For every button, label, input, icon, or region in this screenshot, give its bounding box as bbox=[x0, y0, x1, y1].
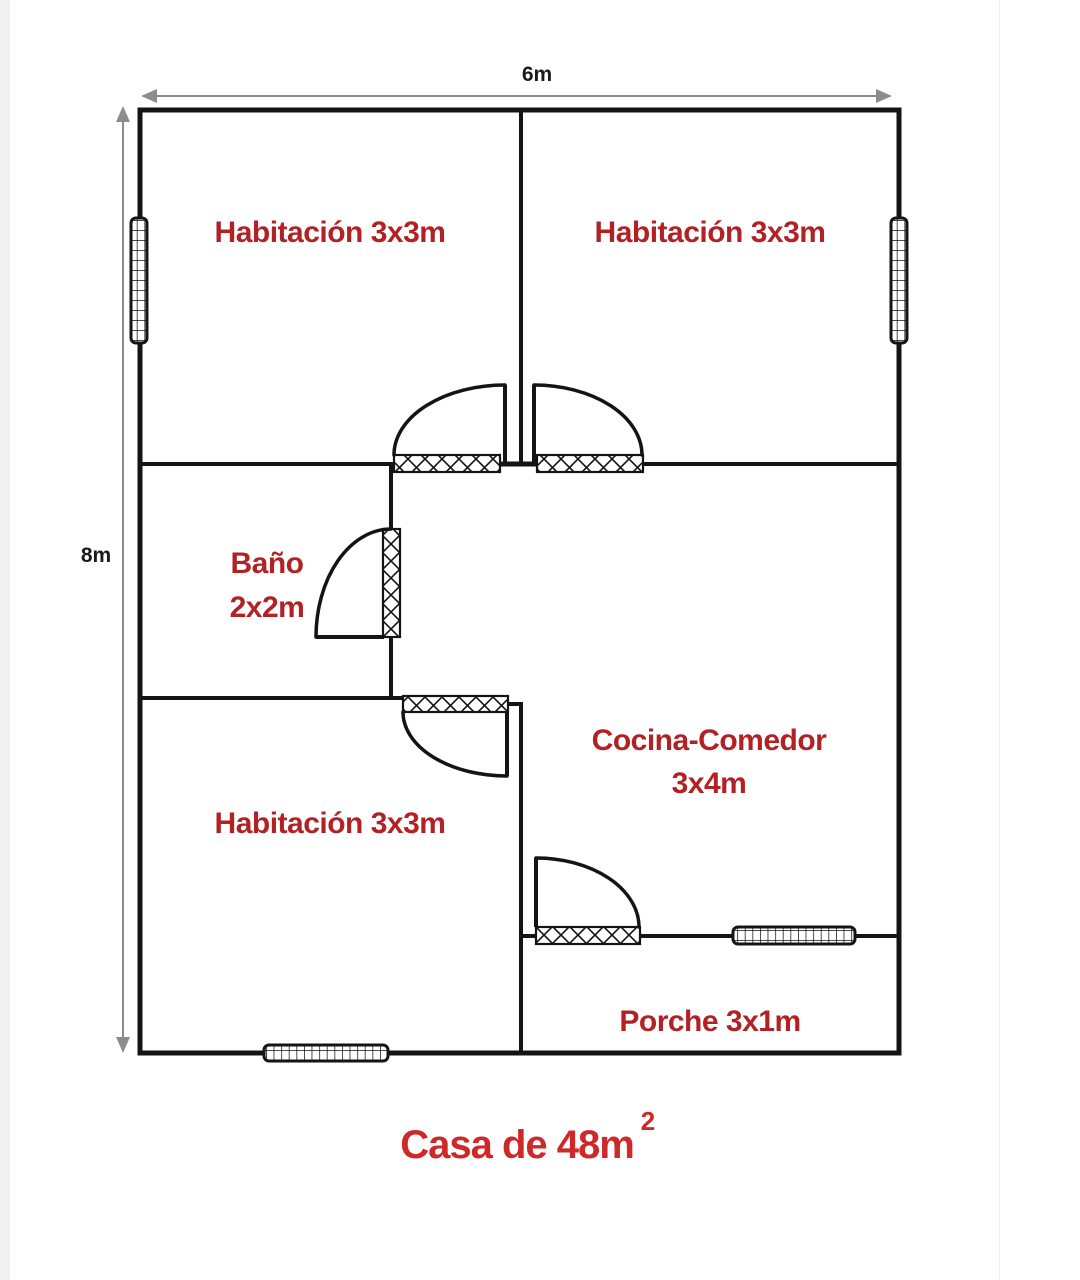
plan-title bbox=[400, 1106, 655, 1167]
door-threshold bbox=[383, 529, 400, 637]
door-swing-arc bbox=[534, 385, 642, 455]
label-cocina-line1: Cocina-Comedor bbox=[591, 724, 827, 757]
label-porche: Porche 3x1m bbox=[619, 1005, 801, 1038]
label-habitacion-top-left: Habitación 3x3m bbox=[214, 216, 446, 249]
door-swing-arc bbox=[316, 529, 391, 637]
dimension-width-label: 6m bbox=[521, 63, 553, 86]
door-swing-arc bbox=[394, 385, 505, 455]
door-habitacion-top-left bbox=[394, 385, 505, 472]
door-habitacion-top-right bbox=[534, 385, 643, 472]
door-threshold bbox=[537, 455, 643, 472]
window-right-wall bbox=[891, 218, 907, 343]
plan-title-text: Casa de 48m bbox=[400, 1123, 634, 1167]
dimension-height-label: 8m bbox=[80, 544, 112, 567]
dimension-width bbox=[141, 63, 892, 103]
window-porche-wall bbox=[733, 927, 855, 944]
dimension-height bbox=[81, 106, 130, 1053]
door-porche bbox=[536, 858, 640, 944]
walls bbox=[140, 110, 899, 1053]
label-habitacion-top-right: Habitación 3x3m bbox=[594, 216, 826, 249]
window-left-wall bbox=[131, 218, 147, 343]
label-habitacion-bottom-left: Habitación 3x3m bbox=[214, 807, 446, 840]
label-bano-line2: 2x2m bbox=[229, 591, 305, 624]
door-threshold bbox=[536, 927, 640, 944]
arrowhead-up-icon bbox=[116, 106, 130, 122]
door-bano bbox=[316, 529, 400, 637]
door-habitacion-bottom-left bbox=[403, 696, 508, 776]
label-cocina-line2: 3x4m bbox=[671, 767, 747, 800]
arrowhead-left-icon bbox=[141, 89, 157, 103]
label-bano-line1: Baño bbox=[230, 547, 304, 580]
arrowhead-down-icon bbox=[116, 1037, 130, 1053]
door-threshold bbox=[394, 455, 500, 472]
plan-title-superscript: 2 bbox=[640, 1106, 656, 1136]
arrowhead-right-icon bbox=[876, 89, 892, 103]
door-threshold bbox=[403, 696, 508, 712]
window-bottom-wall bbox=[264, 1045, 388, 1061]
door-swing-arc bbox=[403, 712, 507, 776]
door-swing-arc bbox=[536, 858, 639, 927]
